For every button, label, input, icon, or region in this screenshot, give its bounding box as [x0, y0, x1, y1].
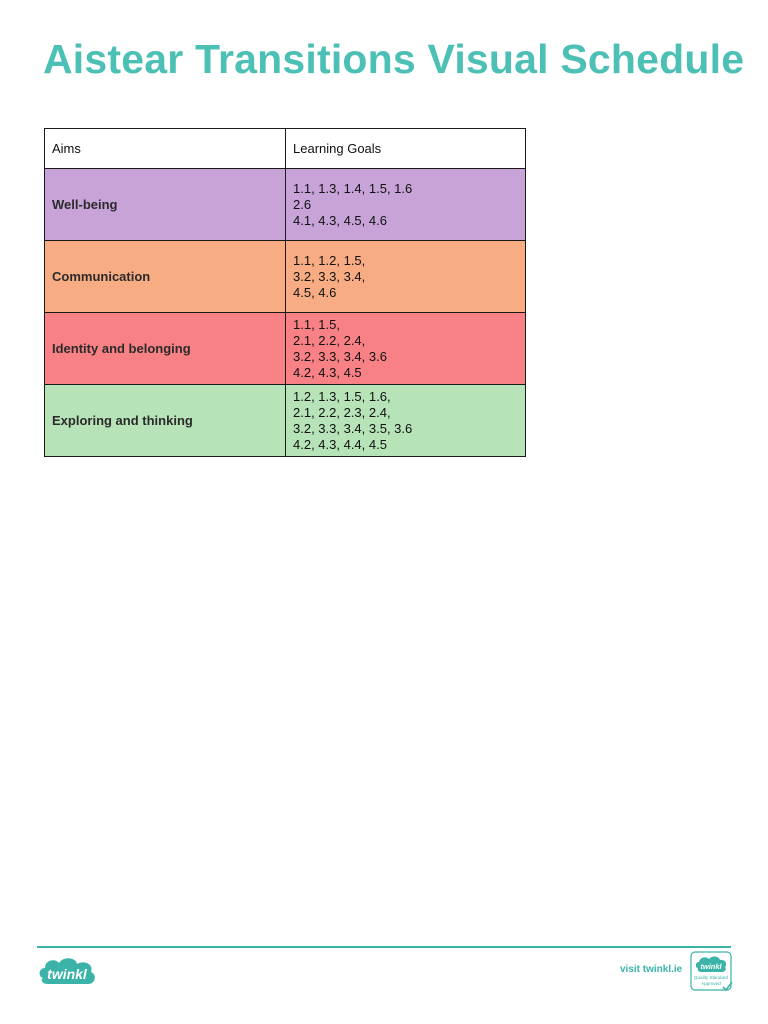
svg-text:Approved: Approved [701, 981, 721, 986]
table-row [45, 313, 526, 385]
goal-line: 3.2, 3.3, 3.4, 3.5, 3.6 [293, 420, 413, 436]
aim-cell: Communication [45, 241, 286, 313]
header-learning-goals: Learning Goals [286, 129, 526, 169]
twinkl-logo[interactable] [36, 954, 98, 990]
aim-cell: Well-being [45, 169, 286, 241]
goal-line: 4.5, 4.6 [293, 284, 337, 300]
goals-cell [286, 313, 526, 385]
goal-line: 1.1, 1.3, 1.4, 1.5, 1.6 [293, 180, 413, 196]
svg-text:twinkl: twinkl [700, 962, 722, 971]
page-title: Aistear Transitions Visual Schedule [43, 36, 745, 82]
goal-line: 2.6 [293, 196, 312, 212]
aims-goals-table [44, 128, 526, 457]
goal-line: 1.1, 1.2, 1.5, [293, 252, 366, 268]
visit-link[interactable]: visit twinkl.ie [620, 964, 683, 975]
header-aims: Aims [45, 129, 286, 169]
goals-cell [286, 169, 526, 241]
goals-cell [286, 385, 526, 457]
goal-line: 2.1, 2.2, 2.4, [293, 332, 366, 348]
goal-line: 4.2, 4.3, 4.4, 4.5 [293, 436, 387, 452]
goal-line: 1.2, 1.3, 1.5, 1.6, [293, 388, 391, 404]
table-row [45, 385, 526, 457]
goal-line: 1.1, 1.5, [293, 316, 340, 332]
aim-cell: Identity and belonging [45, 313, 286, 385]
svg-text:twinkl: twinkl [47, 966, 87, 982]
aim-cell: Exploring and thinking [45, 385, 286, 457]
quality-standard-badge [690, 951, 734, 993]
goal-line: 4.2, 4.3, 4.5 [293, 364, 362, 380]
goal-line: 3.2, 3.3, 3.4, [293, 268, 366, 284]
goal-line: 3.2, 3.3, 3.4, 3.6 [293, 348, 387, 364]
table-row [45, 169, 526, 241]
goals-cell [286, 241, 526, 313]
footer-divider [37, 946, 731, 948]
table-row [45, 241, 526, 313]
table-header-row [45, 129, 526, 169]
goal-line: 4.1, 4.3, 4.5, 4.6 [293, 212, 387, 228]
goal-line: 2.1, 2.2, 2.3, 2.4, [293, 404, 391, 420]
svg-text:Quality Standard: Quality Standard [693, 975, 729, 980]
